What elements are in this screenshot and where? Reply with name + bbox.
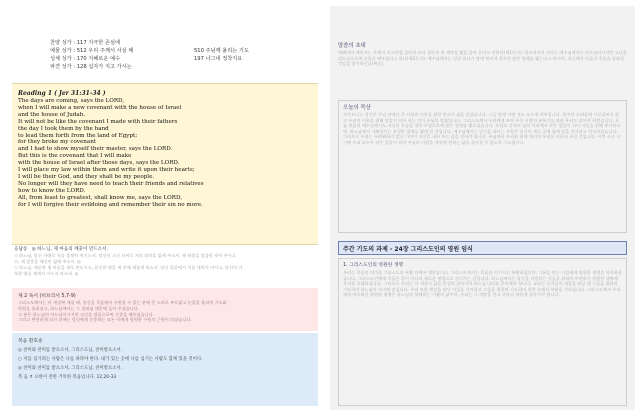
- acclamation-item: ◎ 찬미와 찬미를 받으소서, 그리스도님, 찬미받으소서.: [18, 348, 123, 353]
- reading-line: and I had to show myself their master, says the LORD.: [18, 146, 173, 153]
- hymn-communion-alt: 197 나그네 정착지요: [194, 56, 243, 62]
- right-page: [330, 6, 635, 410]
- left-page: [6, 6, 321, 410]
- meditation-text: 사투르니노 성인은 주님 안에서 큰 사랑과 이웃을 위한 봉사의 삶을 살았습니다. 그들 앞에 서면 저도 모르게 작아집니다. 하지만 두려움에 사로잡히지 않고 우리의 이웃을 위해 밀알이 되어 사는 것이 주님의 말씀입니다. 그리스도께서 우리에게 보여 주신 사랑의 본보기를 따라 우리도 살아야 하겠습니다. 오늘 복음의 예수님께서도 자신의 목숨을 내어 주심으로써 많은 열매를 맺으셨습니다. 우리도 각자의 삶의 자리에서 작은 밀알이 되어 이웃을 위해 봉사한다면, 하느님께서 기뻐하시는 풍성한 열매를 맺게 될 것입니다. 예수님께서는 당신을 따르는 사람은 당신이 계신 곳에 함께 있을 것이라고 약속하셨습니다. 그러므로 우리는 두려워하지 말고 기꺼이 자신을 내어 주는 삶을 살아야 합니다. 주님께서 우리와 함께 계시며 우리를 이끌어 주실 것입니다. 이번 사순 시기에 우리 모두가 작은 밀알이 되어 주님의 사랑을 세상에 전하는 삶을 살아갈 수 있도록 기도합시다.: [343, 112, 621, 145]
- reading-line: the day I took them by the hand: [18, 125, 109, 132]
- reading-line: for they broke my covenant: [18, 139, 97, 146]
- reading-title: Reading 1 ( Jer 31:31-34 ): [18, 90, 106, 97]
- second-reading: [12, 288, 318, 331]
- catechism-box: [338, 258, 627, 406]
- reading-line: The days are coming, says the LORD,: [18, 98, 125, 104]
- psalm-label: 응답송: [14, 247, 28, 252]
- reading-line: All, from least to greatest, shall know me, says the LORD,: [18, 194, 183, 201]
- meditation-box: [338, 100, 627, 233]
- second-reading-line: 그 분은 하느님의 아드님이시지만 고난을 겪음으로써 순종을 배우셨습니다.: [18, 311, 155, 317]
- hymn-entrance: 찬양 성가 : 117 지극한 존심에: [50, 40, 121, 46]
- hymn-offertory: 예물 성가 : 512 우리 주께서 사실 때: [50, 48, 134, 54]
- meditation-heading: 오늘의 묵상: [343, 105, 371, 111]
- reading-line: and the house of Judah.: [18, 111, 86, 118]
- acclamation-item: ○ 저를 섬기려는 사람은 나를 따라야 한다. 내가 있는 곳에 나를 섬기는 사람도 함께 있을 것이다.: [18, 357, 203, 362]
- gospel-reference: 복 음 ✝ 요한이 전한 거룩한 복음입니다. 12,20-33: [18, 375, 117, 380]
- reading-line: It will not be like the covenant I made with their fathers: [18, 118, 178, 125]
- gospel-acclamation-heading: 복음 환호송: [18, 339, 43, 344]
- catechism-heading: 1. 그리스도인의 영원한 생명: [343, 263, 404, 268]
- psalm-line: 룩한 영을 제게서 거두지 마소서. ◎: [14, 271, 79, 276]
- reading-line: to lead them forth from the land of Egypt;: [18, 132, 138, 139]
- psalm-response: ◎ 하느님, 제 마음의 깨끗이 만드소서.: [31, 247, 109, 252]
- reading-line: No longer will they have need to teach their friends and relatives: [18, 180, 204, 187]
- weekly-topic-banner: [338, 241, 627, 255]
- responsorial-psalm: [14, 247, 318, 287]
- invitation-text: 예레미야 예언자는 주께서 이스라엘 집안과 유다 집안과 새 계약을 맺을 날이 온다고 전한다(제1독서). 히브리서의 저자는 예수님께서는 아드님이시지만 고난을 겪으심으로써 순종을 배우셨다고 한다(제2독서). 예수님께서는 밀알 하나가 땅에 떨어져 죽으면 많은 열매를 맺는다고 하시며, 당신께서 아들의 죽음을 당하실 것임을 암시하신다(복음).: [338, 50, 627, 67]
- second-reading-line: 탄원을 올리셨고, 하느님께서는 그 경외심 때문에 들어 주셨습니다.: [18, 305, 140, 311]
- reading-line: how to know the LORD.: [18, 187, 86, 194]
- second-reading-line: 그리스도께서는 이 세상에 계실 때, 당신을 죽음에서 구원할 수 있는 분께 큰 소리로 부르짖고 눈물을 흘리며 기도와: [18, 300, 227, 305]
- invitation-heading: 말씀의 초대: [338, 43, 366, 49]
- reading-line: I will be their God, and they shall be my people.: [18, 173, 155, 180]
- hymn-recessional: 파견 성가 : 128 십자가 지고 가시는: [50, 64, 132, 70]
- second-reading-heading: 제 2 독서 (히브리서 5,7-9): [18, 294, 76, 299]
- first-reading: [12, 83, 318, 245]
- reading-line: But this is the covenant that I will make: [18, 153, 132, 160]
- weekly-topic-title: 주간 기도의 과제 - 24장 그리스도인의 영원 임식: [343, 246, 473, 253]
- reading-line: with the house of Israel after those days, says the LORD.: [18, 160, 180, 167]
- reading-line: for I will forgive their evildoing and remember their sin no more.: [18, 201, 203, 208]
- reading-line: when I will make a new covenant with the house of Israel: [18, 104, 182, 111]
- hymn-offertory-alt: 510 주님께 올리는 기도: [194, 48, 249, 54]
- psalm-line: ○ 하느님, 깨끗한 제 마음을 새로 만드시고, 굳건한 영을 제 안에 새롭게 하소서. 당신 얼굴에서 저를 내치지 마시고, 당신의 거: [14, 265, 243, 270]
- invitation-section: [338, 42, 627, 86]
- psalm-line: 고, 제 잘못을 깨끗이 없애 주소서. ◎: [14, 259, 81, 264]
- acclamation-item: ◎ 찬미와 찬미를 받으소서, 그리스도님, 찬미받으소서.: [18, 366, 123, 371]
- hymn-communion: 성체 성가 : 170 지혜로운 예수: [50, 56, 121, 62]
- reading-line: I will place my law within them and write it upon their hearts;: [18, 167, 195, 174]
- gospel-acclamation-items: [18, 346, 314, 382]
- psalm-line: ○ 하느님, 당신 자애로 저를 불쌍히 여기소서. 당신의 크신 자비로 저의 죄악을 없애 주소서. 제 허물을 말끔히 씻어 주시고: [14, 253, 236, 258]
- catechism-text: 우리는 죽음의 의미를 그리스도의 부활 안에서 깨닫습니다. 그리스도께서는 죽음을 이기시고 부활하셨으며, 그분을 믿는 이들에게 영원한 생명을 약속하셨습니다. 그리스도인에게 죽음은 끝이 아니라 새로운 생명으로 건너가는 길입니다. 하느님께서는 당신을 사랑하는 이들을 위하여 마련하신 영원한 생명에 우리를 초대하십니다. 그러므로 우리는 이 세상의 삶을 충실히 살아가며 하느님 나라를 준비해야 합니다. 교회는 신자들이 세상을 떠날 때 그들을 위하여 기도하며 하느님의 자비에 맡깁니다. 우리 또한 세상을 떠난 이들을 기억하고 그들을 위하여 기도하며 희망 속에서 부활을 기다립니다. 그리스도께서 우리에게 약속하신 영원한 생명은 하느님과 함께하는 기쁨의 삶이며, 우리는 그 희망을 안고 날마다 새롭게 살아가야 합니다.: [343, 270, 622, 298]
- gospel-acclamation: [12, 333, 318, 406]
- second-reading-line: 그리고 완전하게 되신 뒤에는 당신에게 순종하는 모든 이에게 영원한 구원의 근원이 되셨습니다.: [18, 317, 192, 323]
- hymn-list: [14, 40, 314, 76]
- reading-text: [18, 98, 308, 209]
- second-reading-text: [18, 300, 314, 323]
